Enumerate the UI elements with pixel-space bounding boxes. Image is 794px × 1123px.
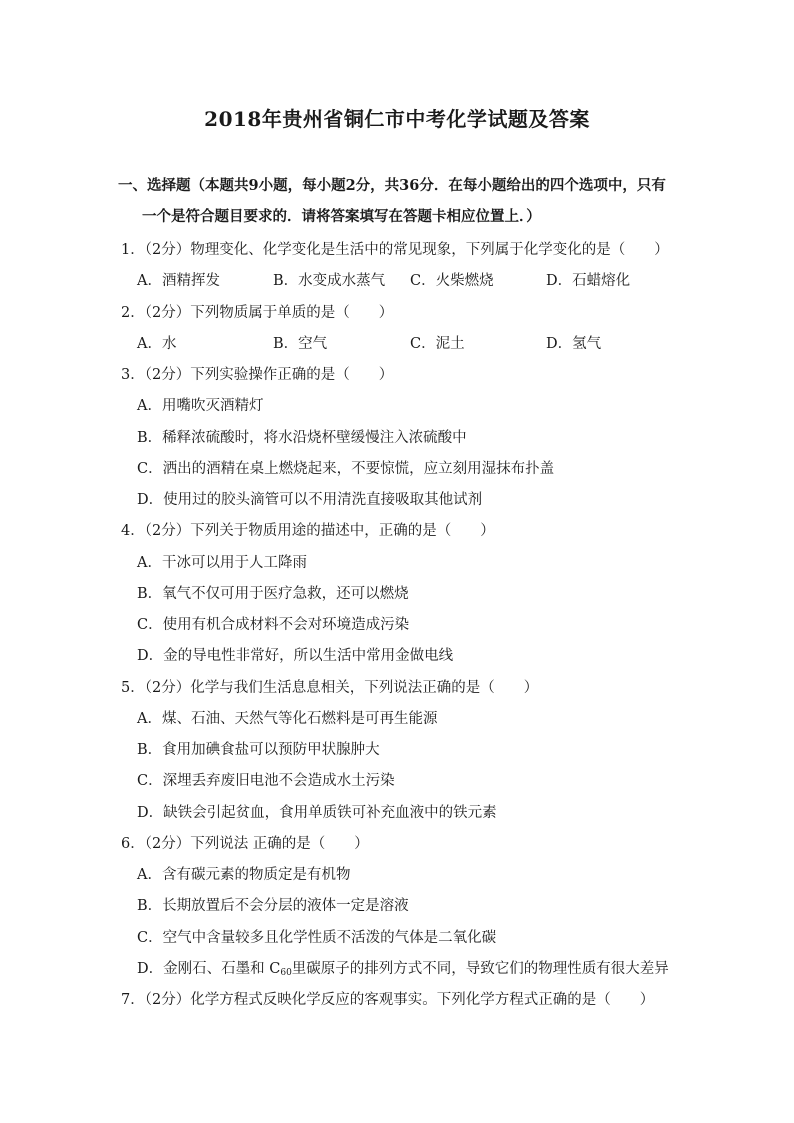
section-heading-line-2: 一个是符合题目要求的．请将答案填写在答题卡相应位置上．） (142, 208, 541, 225)
question-6-stem: 6．（2分）下列说法 正确的是（ ） (121, 836, 369, 852)
question-6-option-d-prefix: D．金刚石、石墨和 C (137, 961, 281, 977)
question-1-option-b: B．水变成水蒸气 (273, 273, 386, 289)
question-6-option-a: A．含有碳元素的物质定是有机物 (137, 867, 351, 883)
question-3-option-a: A．用嘴吹灭酒精灯 (137, 398, 264, 414)
question-6-option-c: C．空气中含量较多且化学性质不活泼的气体是二氧化碳 (137, 930, 497, 946)
question-4-stem: 4．（2分）下列关于物质用途的描述中，正确的是（ ） (121, 523, 495, 539)
question-2-option-b: B．空气 (273, 336, 328, 352)
question-4-option-a: A．干冰可以用于人工降雨 (137, 555, 307, 571)
question-5-option-c: C．深埋丢弃废旧电池不会造成水土污染 (137, 773, 395, 789)
question-3-option-b: B．稀释浓硫酸时，将水沿烧杯壁缓慢注入浓硫酸中 (137, 430, 467, 446)
question-3-stem: 3．（2分）下列实验操作正确的是（ ） (121, 367, 394, 383)
question-6-option-b: B．长期放置后不会分层的液体一定是溶液 (137, 898, 409, 914)
question-7-stem: 7．（2分）化学方程式反映化学反应的客观事实。下列化学方程式正确的是（ ） (121, 992, 655, 1008)
section-heading (118, 170, 688, 232)
question-5-option-d: D．缺铁会引起贫血，食用单质铁可补充血液中的铁元素 (137, 805, 497, 821)
question-5-stem: 5．（2分）化学与我们生活息息相关，下列说法正确的是（ ） (121, 680, 539, 696)
section-heading-line-1: 一、选择题（本题共9小题，每小题2分，共36分．在每小题给出的四个选项中，只有 (118, 177, 666, 194)
question-2-option-d: D．氢气 (546, 336, 602, 352)
question-3-option-c: C．洒出的酒精在桌上燃烧起来，不要惊慌，应立刻用湿抹布扑盖 (137, 461, 555, 477)
question-6-option-d (137, 957, 669, 978)
question-2-option-c: C．泥土 (410, 336, 465, 352)
question-1-option-d: D．石蜡熔化 (546, 273, 631, 289)
question-3-option-d: D．使用过的胶头滴管可以不用清洗直接吸取其他试剂 (137, 492, 483, 508)
question-1-option-c: C．火柴燃烧 (410, 273, 494, 289)
question-2-option-a: A．水 (137, 336, 177, 352)
document-title: 2018年贵州省铜仁市中考化学试题及答案 (204, 107, 590, 131)
question-6-option-d-suffix: 里碳原子的排列方式不同，导致它们的物理性质有很大差异 (291, 961, 669, 977)
question-2-stem: 2．（2分）下列物质属于单质的是（ ） (121, 305, 394, 321)
question-4-option-d: D．金的导电性非常好，所以生活中常用金做电线 (137, 648, 454, 664)
question-4-option-c: C．使用有机合成材料不会对环境造成污染 (137, 617, 410, 633)
question-5-option-a: A．煤、石油、天然气等化石燃料是可再生能源 (137, 711, 438, 727)
question-6-option-d-subscript: 60 (280, 968, 292, 978)
question-1-option-a: A．酒精挥发 (137, 273, 220, 289)
question-1-stem: 1．（2分）物理变化、化学变化是生活中的常见现象，下列属于化学变化的是（ ） (121, 242, 669, 258)
question-5-option-b: B．食用加碘食盐可以预防甲状腺肿大 (137, 742, 380, 758)
question-4-option-b: B．氧气不仅可用于医疗急救，还可以燃烧 (137, 586, 409, 602)
